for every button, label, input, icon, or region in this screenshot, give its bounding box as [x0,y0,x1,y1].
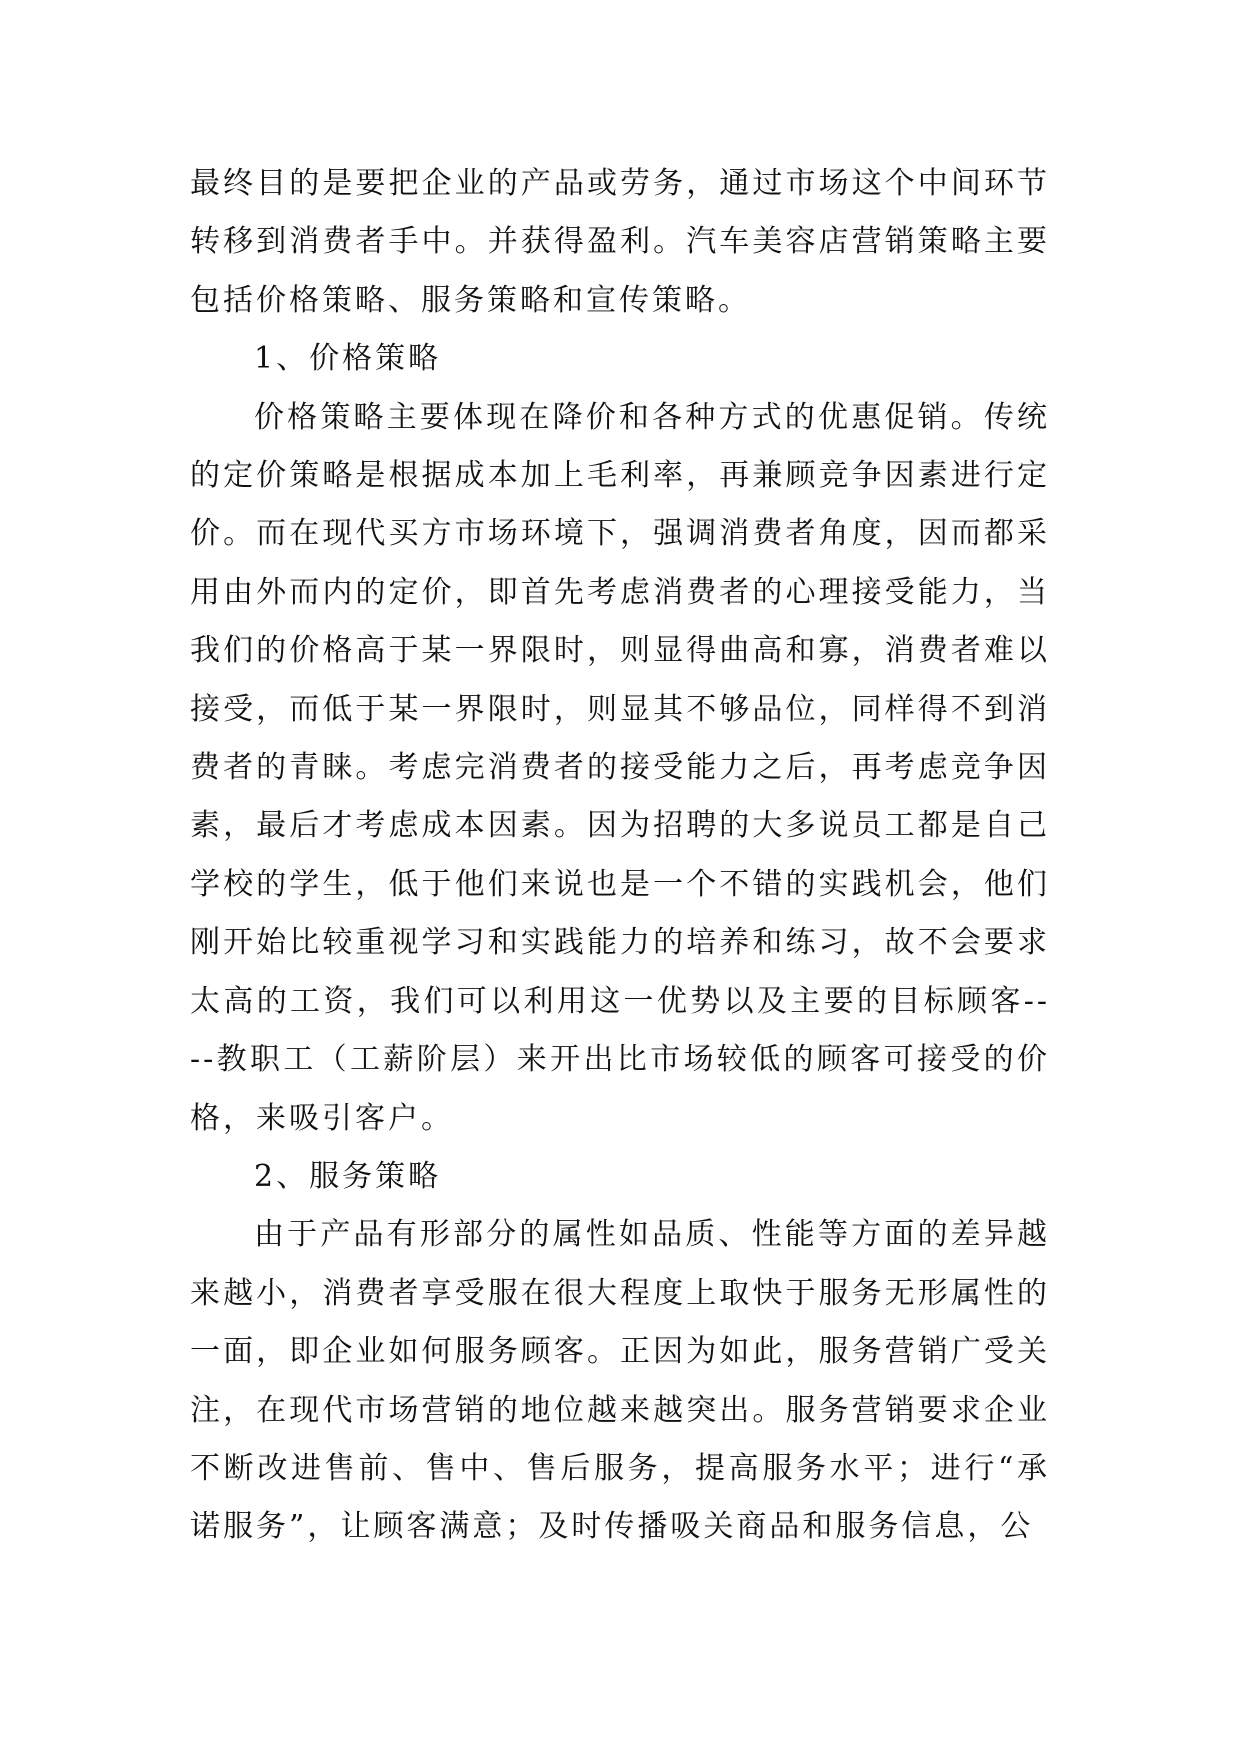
section-heading-service-strategy: 2、服务策略 [254,1158,442,1194]
paragraph-intro: 最终目的是要把企业的产品或劳务，通过市场这个中间环节转移到消费者手中。并获得盈利。汽车美容店营销策略主要包括价格策略、服务策略和宣传策略。 [190,166,1050,318]
document-body [190,155,1050,1557]
paragraph-price-strategy: 价格策略主要体现在降价和各种方式的优惠促销。传统的定价策略是根据成本加上毛利率，再兼顾竞争因素进行定价。而在现代买方市场环境下，强调消费者角度，因而都采用由外而内的定价，即首先考虑消费者的心理接受能力，当我们的价格高于某一界限时，则显得曲高和寡，消费者难以接受，而低于某一界限时，则显其不够品位，同样得不到消费者的青睐。考虑完消费者的接受能力之后，再考虑竞争因素，最后才考虑成本因素。因为招聘的大多说员工都是自己学校的学生，低于他们来说也是一个不错的实践机会，他们刚开始比较重视学习和实践能力的培养和练习，故不会要求太高的工资，我们可以利用这一优势以及主要的目标顾客----教职工（工薪阶层）来开出比市场较低的顾客可接受的价格，来吸引客户。 [190,399,1050,1136]
section-heading-price-strategy: 1、价格策略 [254,341,442,377]
paragraph-service-strategy: 由于产品有形部分的属性如品质、性能等方面的差异越来越小，消费者享受服在很大程度上取快于服务无形属性的一面，即企业如何服务顾客。正因为如此，服务营销广受关注，在现代市场营销的地位越来越突出。服务营销要求企业不断改进售前、售中、售后服务，提高服务水平；进行“承诺服务”，让顾客满意；及时传播吸关商品和服务信息，公 [190,1217,1050,1545]
